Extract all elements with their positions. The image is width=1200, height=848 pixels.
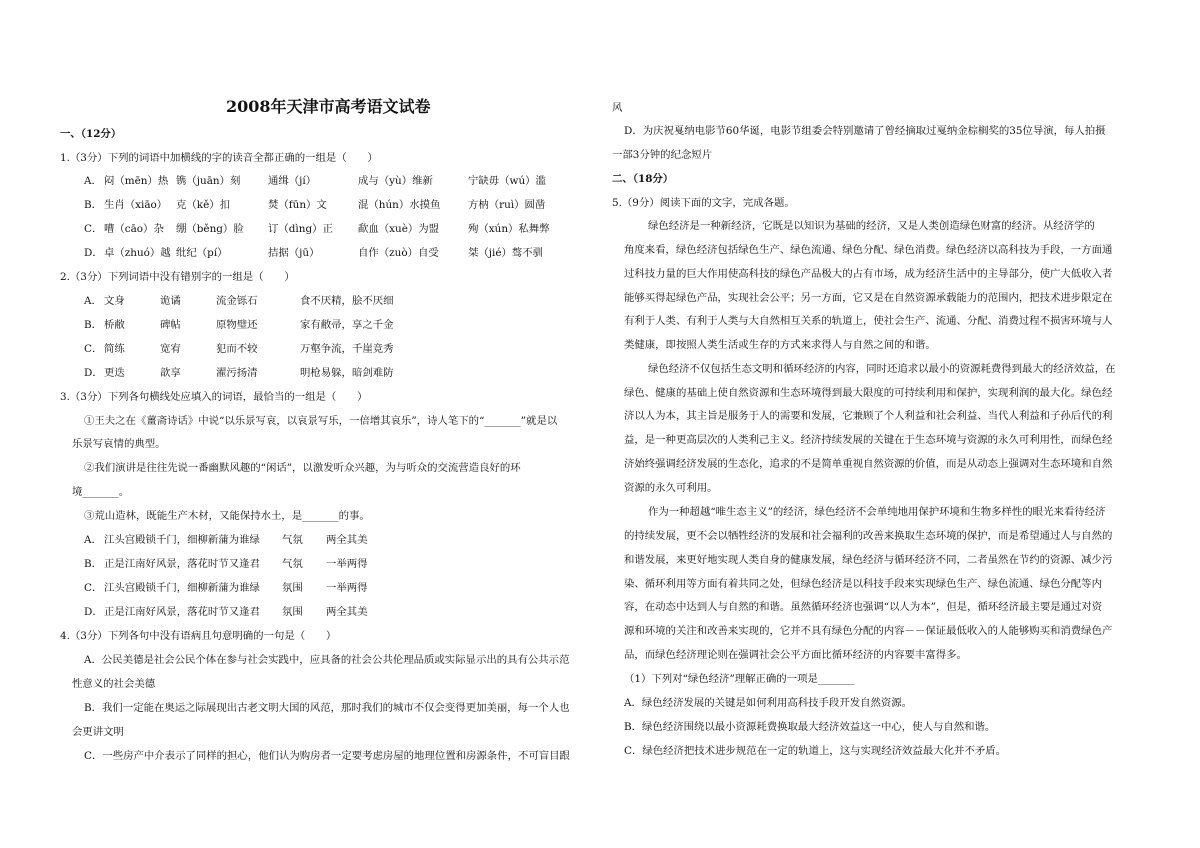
term: 一举两得 (326, 582, 368, 594)
q4-stem: 4.（3分）下列各句中没有语病且句意明确的一句是（ ） (60, 630, 337, 642)
q3-sentence-2: ②我们演讲是往往先说一番幽默风趣的“闲话”，以激发听众兴趣，为与听众的交流营造良好的环 (84, 462, 521, 474)
term: 一举两得 (326, 558, 368, 570)
q5-option-c: C．绿色经济把技术进步规范在一定的轨道上，这与实现经济效益最大化并不矛盾。 (624, 745, 1007, 757)
term: 绷（běng）脸 (176, 223, 244, 235)
term: 原物璧还 (216, 319, 258, 331)
term: 殉（xún）私舞弊 (468, 223, 550, 235)
passage-line: 绿色经济不仅包括生态文明和循环经济的内容，同时还追求以最小的资源耗费得到最大的经济效益，在 (648, 363, 1116, 375)
term: 碑帖 (160, 319, 181, 331)
option-letter: C． (84, 223, 103, 235)
passage-line: 资源的永久可利用。 (624, 482, 718, 494)
passage-line: 容，在动态中达到人与自然的和谐。虽然循环经济也强调“以人为本”，但是，循环经济最主要是通过对资 (624, 601, 1103, 613)
term: 文身 (104, 295, 125, 307)
term: 镌（juān）刻 (176, 175, 241, 187)
term: 桥敝 (104, 319, 125, 331)
term: 焚（fūn）文 (268, 199, 327, 211)
passage-line: 源和环境的关注和改善来实现的，它并不具有绿色分配的内容－－保证最低收入的人能够购买和消费绿色产 (624, 625, 1113, 637)
term: 气氛 (282, 558, 303, 570)
q4-option-b-cont: 会更讲文明 (72, 726, 124, 738)
option-letter: D． (84, 367, 103, 379)
q1-option-b (84, 198, 545, 212)
q2-stem: 2.（3分）下列词语中没有错别字的一组是（ ） (60, 271, 295, 283)
term: 氛围 (282, 606, 303, 618)
passage-line: 济以人为本，其主旨是服务于人的需要和发展，它兼顾了个人利益和社会利益、当代人利益和子孙后代的利 (624, 410, 1113, 422)
term: 克（kě）扣 (176, 199, 231, 211)
option-letter: C． (84, 343, 103, 355)
q5-stem: 5.（9分）阅读下面的文字，完成各题。 (612, 197, 795, 209)
q2-option-b (84, 318, 394, 332)
q3-stem: 3.（3分）下列各句横线处应填入的词语，最恰当的一组是（ ） (60, 391, 368, 403)
term: 方枘（ruì）圆凿 (468, 199, 546, 211)
q1-option-c (84, 222, 550, 236)
q3-sentence-1: ①王夫之在《薑斋诗话》中说“以乐景写哀，以哀景写乐，一倍增其哀乐”，诗人笔下的“_______”就是以 (84, 415, 558, 427)
passage-line: 类健康，即按照人类生活或生存的方式来求得人与自然之间的和谐。 (624, 339, 936, 351)
term: 濯污扬清 (216, 367, 258, 379)
term: 诡谲 (160, 295, 181, 307)
q3-sentence-1-cont: 乐景写哀情的典型。 (72, 438, 166, 450)
passage-line: 绿色经济是一种新经济，它既是以知识为基础的经济，又是人类创造绿色财富的经济。从经济学的 (648, 220, 1095, 232)
passage-line: 有利于人类、有利于人类与大自然相互关系的轨道上，使社会生产、流通、分配、消费过程不损害环境与人 (624, 315, 1113, 327)
q2-option-d (84, 366, 394, 380)
term: 桀（jié）骜不驯 (468, 247, 544, 259)
q3-option-b (84, 557, 368, 571)
q3-sentence-3: ③荒山造林，既能生产木材，又能保持水土，是_______的事。 (84, 510, 370, 522)
section-1-heading: 一、（12分） (60, 128, 122, 140)
term: 正是江南好风景，落花时节又逢君 (104, 558, 260, 570)
term: 歃血（xuè）为盟 (358, 223, 440, 235)
q4-option-a: A．公民美德是社会公民个体在参与社会实践中，应具备的社会公共伦理品质或实际显示出的具有公共示范 (84, 654, 570, 666)
term: 氛围 (282, 582, 303, 594)
term: 通缉（jí） (268, 175, 317, 187)
q5-sub-question-1: （1）下列对“绿色经济”理解正确的一项是_______ (624, 673, 855, 685)
term: 两全其美 (326, 534, 368, 546)
q2-option-c (84, 342, 394, 356)
term: 嘈（cāo）杂 (104, 223, 164, 235)
option-letter: A． (84, 175, 102, 187)
passage-line: 济始终强调经济发展的生态化，追求的不是简单重视自然资源的价值，而是从动态上强调对生态环境和自然 (624, 458, 1113, 470)
term: 宁缺毋（wú）滥 (468, 175, 546, 187)
term: 生肖（xiāo） (104, 199, 168, 211)
q4-option-a-cont: 性意义的社会美德 (72, 678, 156, 690)
passage-line: 作为一种超越“唯生态主义”的经济，绿色经济不会单纯地用保护环境和生物多样性的眼光来看待经济 (648, 506, 1106, 518)
option-letter: B． (84, 558, 103, 570)
term: 混（hún）水摸鱼 (358, 199, 441, 211)
term: 纰纪（pí） (176, 247, 228, 259)
term: 气氛 (282, 534, 303, 546)
term: 自作（zuò）自受 (358, 247, 439, 259)
term: 犯而不较 (216, 343, 258, 355)
term: 订（dìng）正 (268, 223, 333, 235)
option-letter: B． (84, 199, 103, 211)
section-2-heading: 二、（18分） (612, 173, 674, 185)
passage-line: 过科技力量的巨大作用使高科技的绿色产品极大的占有市场，成为经济生活中的主导部分，使广大低收入者 (624, 268, 1113, 280)
passage-line: 绿色、健康的基础上使自然资源和生态环境得到最大限度的可持续利用和保护，实现利润的最大化。绿色经 (624, 387, 1113, 399)
term: 宽宥 (160, 343, 181, 355)
passage-line: 能够买得起绿色产品，实现社会公平；另一方面，它又是在自然资源承载能力的范围内，把技术进步限定在 (624, 292, 1113, 304)
q4-option-d-cont: 一部3分钟的纪念短片 (612, 149, 713, 161)
passage-line: 品，而绿色经济理论则在强调社会公平方面比循环经济的内容要丰富得多。 (624, 649, 967, 661)
passage-line: 和谐发展，来更好地实现人类自身的健康发展，绿色经济与循环经济不同，二者虽然在节约的资源、减少污 (624, 554, 1113, 566)
q4-option-d: D．为庆祝戛纳电影节60华诞，电影节组委会特别邀请了曾经摘取过戛纳金棕榈奖的35位导演，每人拍摄 (624, 125, 1106, 137)
page-title: 2008年天津市高考语文试卷 (226, 97, 431, 116)
q3-option-a (84, 533, 368, 547)
q5-option-b: B．绿色经济围绕以最小资源耗费换取最大经济效益这一中心，使人与自然和谐。 (624, 721, 996, 733)
option-letter: A． (84, 534, 102, 546)
passage-line: 益，是一种更高层次的人类利己主义。经济持续发展的关键在于生态环境与资源的永久可利用性，而绿色经 (624, 434, 1113, 446)
q1-option-a (84, 174, 546, 188)
q4-option-c: C．一些房产中介表示了同样的担心，他们认为购房者一定要考虑房屋的地理位置和房源条件，不可盲目跟 (84, 750, 570, 762)
option-letter: A． (84, 295, 102, 307)
term: 歆享 (160, 367, 181, 379)
term: 万壑争流，千崖竞秀 (300, 343, 394, 355)
option-letter: D． (84, 247, 103, 259)
term: 闷（mēn）热 (104, 175, 169, 187)
term: 江头宫殿锁千门，细柳新蒲为谁绿 (104, 534, 260, 546)
term: 两全其美 (326, 606, 368, 618)
term: 拮据（jū） (268, 247, 320, 259)
term: 成与（yù）维新 (358, 175, 433, 187)
term: 流金铄石 (216, 295, 258, 307)
term: 正是江南好风景，落花时节又逢君 (104, 606, 260, 618)
term: 家有敝帚，享之千金 (300, 319, 394, 331)
term: 明枪易躲，暗剑难防 (300, 367, 394, 379)
passage-line: 染、循环利用等方面有着共同之处，但绿色经济是以科技手段来实现绿色生产、绿色流通、绿色分配等内 (624, 578, 1102, 590)
term: 江头宫殿锁千门，细柳新蒲为谁绿 (104, 582, 260, 594)
passage-line: 角度来看，绿色经济包括绿色生产、绿色流通、绿色分配、绿色消费。绿色经济以高科技为手段，一方面通 (624, 244, 1113, 256)
q1-option-d (84, 246, 543, 260)
q5-option-a: A．绿色经济发展的关键是如何利用高科技手段开发自然资源。 (624, 697, 913, 709)
q2-option-a (84, 294, 394, 308)
term: 食不厌精，脍不厌细 (300, 295, 394, 307)
q4-option-b: B．我们一定能在奥运之际展现出古老文明大国的风范，那时我们的城市不仅会变得更加美丽，每一个人也 (84, 702, 570, 714)
option-letter: C． (84, 582, 103, 594)
q4-option-c-cont: 风 (612, 102, 623, 114)
term: 卓（zhuó）越 (104, 247, 171, 259)
term: 更迭 (104, 367, 125, 379)
q3-sentence-2-cont: 境_______。 (72, 486, 130, 498)
term: 简练 (104, 343, 125, 355)
option-letter: B． (84, 319, 103, 331)
passage-line: 的持续发展，更不会以牺牲经济的发展和社会福利的改善来换取生态环境的保护，而是希望通过人与自然的 (624, 530, 1113, 542)
q3-option-d (84, 605, 368, 619)
q3-option-c (84, 581, 368, 595)
q1-stem: 1.（3分）下列的词语中加横线的字的读音全都正确的一组是（ ） (60, 152, 378, 164)
option-letter: D． (84, 606, 103, 618)
